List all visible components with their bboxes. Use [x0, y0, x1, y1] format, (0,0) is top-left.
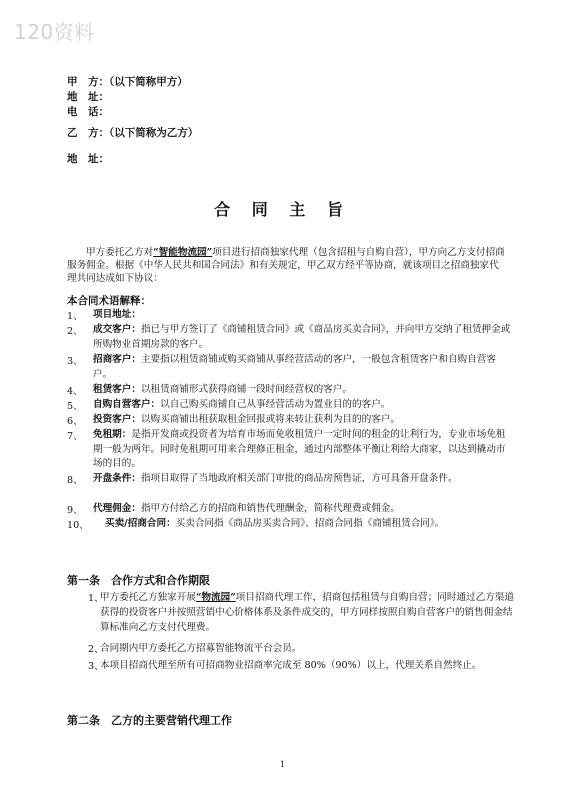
party-a-label: 甲 方： [67, 76, 109, 88]
page-number: 1 [279, 760, 286, 769]
article-2-heading: 第二条 乙方的主要营销代理工作 [67, 714, 232, 727]
term-text [93, 383, 515, 398]
article-1-heading: 第一条 合作方式和合作期限 [67, 574, 210, 587]
term-name: 租赁客户： [93, 384, 141, 395]
term-desc: 以租赁商铺形式获得商铺一段时间经营权的客户。 [140, 384, 353, 395]
article-item-project: “物流园” [195, 592, 236, 603]
article-item-number: 2、 [88, 644, 104, 655]
intro-project-name: “智能物流园” [153, 247, 213, 258]
term-text [93, 398, 515, 413]
term-name: 成交客户： [93, 324, 141, 335]
term-number: 9、 [67, 505, 83, 516]
term-number: 2、 [67, 326, 83, 337]
term-desc: 主要指以租赁商铺或购买商铺从事经营活动的客户，一般包含租赁客户和自购自营客户。 [93, 354, 496, 380]
term-number: 3、 [67, 356, 83, 367]
term-desc: 指项目取得了当地政府相关部门审批的商品房预售证，方可具备开盘条件。 [140, 473, 458, 484]
term-number: 7、 [67, 431, 83, 442]
term-text [93, 353, 515, 382]
term-text [93, 323, 515, 352]
term-text [105, 517, 515, 532]
article-item-text [100, 658, 515, 673]
term-number: 4、 [67, 386, 83, 397]
article-item-number: 1、 [88, 593, 104, 604]
term-desc: 以自己购买商铺自己从事经营活动为置业目的的客户。 [160, 399, 391, 410]
term-text [93, 428, 515, 472]
article-item-text [100, 590, 515, 635]
article-item-text [100, 641, 515, 656]
intro-pre: 甲方委托乙方对 [86, 247, 154, 258]
party-a-line [67, 74, 188, 89]
terms-heading: 本合同术语解释： [67, 295, 151, 307]
intro-post: 项目进行招商独家代理（包含招租与自购自营），甲方向乙方支付招商服务佣金。根据《中华人民共和国合同法》和有关规定，甲乙双方经平等协商，就该项目之招商独家代理共同达成如下协议： [67, 247, 505, 284]
term-name: 投资客户： [93, 414, 141, 425]
article-item-pre: 合同期内甲方委托乙方招募智能物流平台会员。 [100, 643, 302, 654]
article-item-pre: 本项目招商代理至所有可招商物业招商率完成至 80%（90%）以上，代理关系自然终止。 [100, 660, 482, 671]
address-label-b: 地 址： [67, 153, 109, 165]
article-item-number: 3、 [88, 661, 104, 672]
party-a-text: （以下简称甲方） [109, 76, 188, 88]
term-text [93, 472, 515, 487]
article-item-pre: 甲方委托乙方独家开展 [100, 592, 196, 603]
term-name: 开盘条件： [93, 473, 141, 484]
term-number: 10、 [67, 520, 89, 531]
term-text [93, 502, 515, 517]
address-label-a: 地 址： [67, 91, 109, 103]
term-desc: 以购买商铺出租获取租金回报或将来转让获利为目的的客户。 [140, 414, 400, 425]
term-desc: 买卖合同指《商品房买卖合同》、招商合同指《商铺租赁合同》。 [175, 518, 445, 529]
term-number: 8、 [67, 475, 83, 486]
term-desc: 指甲方付给乙方的招商和销售代理酬金，简称代理费或佣金。 [140, 503, 400, 514]
phone-label: 电 话： [67, 106, 109, 118]
party-b-line [67, 125, 198, 140]
term-name: 项目地址： [93, 309, 141, 320]
document-title: 合 同 主 旨 [214, 200, 351, 219]
term-number: 6、 [67, 416, 83, 427]
term-text [93, 308, 515, 323]
term-number: 1、 [67, 311, 83, 322]
term-name: 自购自营客户： [93, 399, 161, 410]
article-item-post: 项目招商代理工作，招商包括租赁与自购自营；同时通过乙方渠道获得的投资客户并按照营销中心价格体系及条件成交的，甲方同样按照自购自营客户的销售佣金结算标准向乙方支付代理费。 [100, 592, 514, 633]
party-b-label: 乙 方： [67, 127, 109, 139]
term-number: 5、 [67, 401, 83, 412]
term-desc: 指已与甲方签订了《商铺租赁合同》或《商品房买卖合同》，并向甲方交纳了租赁押金或所购物业首期房款的客户。 [93, 324, 511, 350]
party-b-text: （以下简称为乙方） [109, 127, 199, 139]
term-name: 免租期： [93, 429, 132, 440]
term-name: 代理佣金： [93, 503, 141, 514]
intro-paragraph [67, 246, 507, 285]
watermark: 120资料 [14, 20, 95, 44]
term-name: 买卖/招商合同： [105, 518, 176, 529]
term-desc: 是指开发商或投资者为培育市场而免收租赁户一定时间的租金的让利行为，专业市场免租期一般为两年。同时免租期可用来合理修正租金，通过内部整体平衡让利给大商家，以达到撬动市场的目的。 [93, 429, 506, 469]
term-name: 招商客户： [93, 354, 141, 365]
term-text [93, 413, 515, 428]
